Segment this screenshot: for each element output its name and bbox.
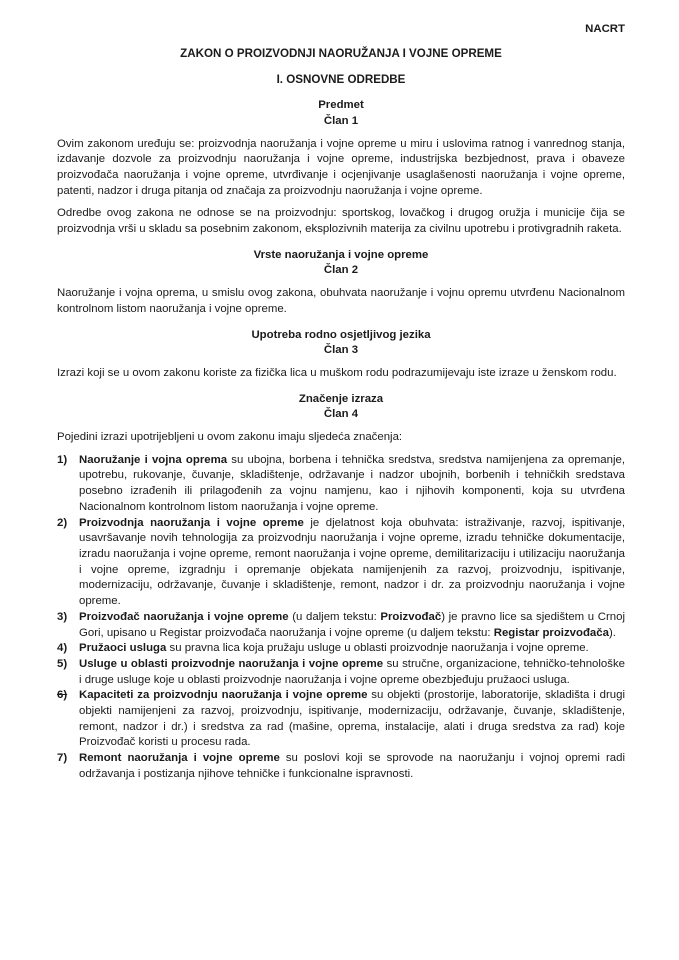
- section-heading: I. OSNOVNE ODREDBE: [276, 73, 406, 87]
- list-item-number: 5): [57, 657, 68, 670]
- article-heading: Predmet: [318, 99, 364, 112]
- defined-term: Usluge u oblasti proizvodnje naoružanja i vojne opreme: [79, 657, 384, 670]
- list-item: [57, 610, 625, 641]
- document-title: ZAKON O PROIZVODNJI NAORUŽANJA I VOJNE OPREME: [180, 46, 502, 60]
- list-item: [57, 751, 625, 782]
- defined-term: Proizvodnja naoružanja i vojne opreme: [79, 516, 304, 529]
- list-item-number: 6): [57, 689, 68, 702]
- definition-text: su stručne, organizacione, tehničko-tehnološke i druge usluge koje u oblasti proizvodnje naoružanja i vojne opreme obezbjeđuju pružaoci usluga.: [79, 657, 625, 686]
- article: [57, 328, 625, 382]
- list-item: [57, 641, 625, 657]
- article-number: Član 2: [323, 264, 359, 277]
- list-item: [57, 657, 625, 688]
- list-item-number: 3): [57, 610, 68, 623]
- definition-text: je djelatnost koja obuhvata: istraživanje, razvoj, ispitivanje, usavršavanje novih tehnologija za proizvodnju naoružanja i vojne opreme, izradu tehničke dokumentacije, izradu naoružanja i vojne opreme, remont naoružanja i vojne opreme, demilitarizaciju i utilizaciju naoružanja i vojne opreme, izgradnju i opremanje objekata namijenjenih za razvoj, proizvodnju, ispitivanje, modernizaciju, održavanje, čuvanje i skladištenje, remont, nadzor i dr. za proizvodnju naoružanja i vojne opreme.: [79, 516, 626, 608]
- definition-text: su pravna lica koja pružaju usluge u oblasti proizvodnje naoružanja i vojne opreme.: [166, 642, 589, 655]
- list-item: [57, 688, 625, 751]
- list-item-number: 4): [57, 642, 68, 655]
- list-item: [57, 516, 625, 610]
- defined-term: Proizvođač naoružanja i vojne opreme: [79, 610, 289, 623]
- definition-text: su poslovi koji se sprovode na naoružanju i vojnoj opremi radi održavanja i postizanja njihove tehničke i funkcionalne ispravnosti.: [79, 752, 626, 780]
- article: [57, 98, 625, 238]
- definition-text: ) je pravno lice sa sjedištem u Crnoj Gori, upisano u Registar proizvođača naoružanja i vojne opreme (u daljem tekstu:: [79, 610, 625, 639]
- article-number: Član 4: [323, 408, 359, 421]
- article: [57, 392, 625, 783]
- paragraph: Izrazi koji se u ovom zakonu koriste za fizička lica u muškom rodu podrazumijevaju iste izraze u ženskom rodu.: [57, 366, 617, 379]
- article-heading: Vrste naoružanja i vojne opreme: [253, 248, 429, 261]
- paragraph: Naoružanje i vojna oprema, u smislu ovog zakona, obuhvata naoružanje i vojnu opremu utvrđenu Nacionalnom kontrolnom listom naoružanja i vojne opreme.: [57, 287, 625, 315]
- defined-term: Proizvođač: [380, 610, 442, 623]
- definition-text: su ubojna, borbena i tehnička sredstva, sredstva namijenjena za opremanje, upotrebu, rukovanje, čuvanje, skladištenje, održavanje i nadzor ubojnih, borbenih i tehničkih sredstava posebno izrađenih ili prilagođenih za vojnu namjenu, kao i njihovih komponenti, koja su utvrđena Nacionalnom kontrolnom listom naoružanja i vojne opreme.: [79, 453, 625, 513]
- list-item-number: 2): [57, 516, 68, 529]
- article: [57, 248, 625, 318]
- list-item: [57, 453, 625, 516]
- defined-term: Pružaoci usluga: [79, 642, 167, 655]
- definition-text: ).: [608, 626, 616, 639]
- definition-text: (u daljem tekstu:: [288, 610, 381, 623]
- article-number: Član 1: [323, 114, 359, 127]
- article-heading: Upotreba rodno osjetljivog jezika: [251, 328, 431, 341]
- article-heading: Značenje izraza: [298, 392, 384, 405]
- defined-term: Registar proizvođača: [493, 626, 609, 639]
- defined-term: Naoružanje i vojna oprema: [79, 453, 228, 466]
- defined-term: Remont naoružanja i vojne opreme: [79, 752, 280, 765]
- paragraph: Odredbe ovog zakona ne odnose se na proizvodnju: sportskog, lovačkog i drugog oružja i municije čija se proizvodnja vrši u skladu sa posebnim zakonom, eksplozivnih materija za civilnu upotrebu i protivgradnih raketa.: [57, 207, 625, 236]
- article-number: Član 3: [323, 344, 359, 357]
- definition-text: su objekti (prostorije, laboratorije, skladišta i drugi objekti namijenjeni za razvoj, proizvodnju, ispitivanje, modernizaciju, održavanje, čuvanje, skladištenje, remont, nadzor i dr.) i sredstva za rad (mašine, oprema, instalacije, alati i druga sredstva za rad) koje Proizvođač koristi u procesu rada.: [79, 689, 625, 749]
- draft-label: NACRT: [585, 23, 625, 35]
- defined-term: Kapaciteti za proizvodnju naoružanja i vojne opreme: [79, 689, 368, 702]
- list-item-number: 7): [57, 752, 68, 765]
- paragraph: Ovim zakonom uređuju se: proizvodnja naoružanja i vojne opreme u miru i uslovima ratnog i vanrednog stanja, izdavanje dozvole za proizvodnju naoružanja i vojne opreme, industrijska bezbjednost, prava i obaveze proizvođača naoružanja i vojne opreme, utvrđivanje i ocjenjivanje usaglašenosti naoružanja i vojne opreme, patenti, nadzor i druga pitanja od značaja za proizvodnju naoružanja i vojne opreme.: [57, 137, 625, 197]
- list-item-number: 1): [57, 453, 68, 466]
- paragraph: Pojedini izrazi upotrijebljeni u ovom zakonu imaju sljedeća značenja:: [57, 431, 403, 444]
- articles: [57, 98, 625, 782]
